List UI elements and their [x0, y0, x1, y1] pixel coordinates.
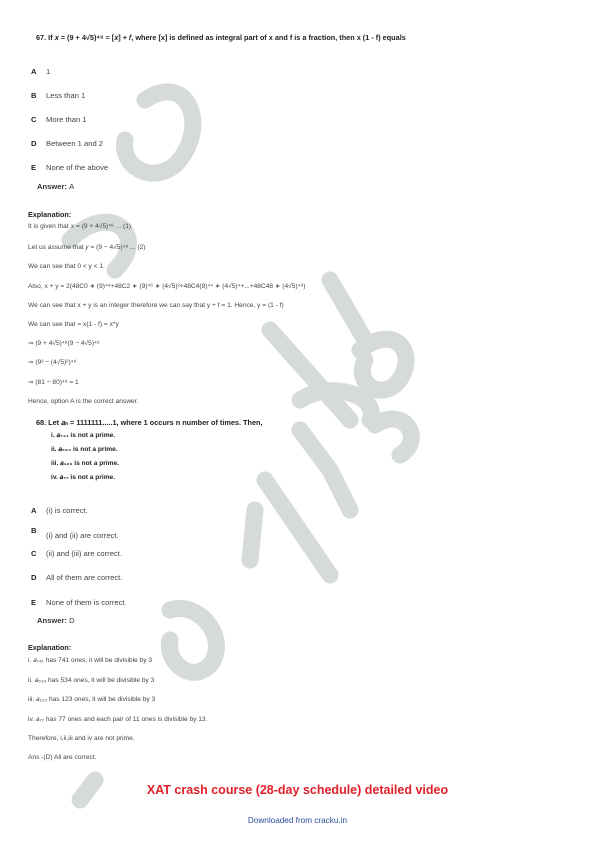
q68-explanation-line: Therefore, i,ii,iii and iv are not prime.: [28, 735, 135, 742]
q67-option-d[interactable]: Between 1 and 2: [46, 139, 103, 148]
q67-option-c-letter: C: [31, 115, 37, 124]
q67-option-a[interactable]: 1: [46, 67, 51, 76]
q68-option-e-letter: E: [31, 598, 37, 607]
q67-option-b[interactable]: Less than 1: [46, 91, 86, 100]
q68-option-a-letter: A: [31, 506, 37, 515]
footer-download-link[interactable]: Downloaded from cracku.in: [247, 816, 348, 825]
q67-answer-label: Answer:: [37, 182, 67, 191]
q68-question: 68. Let 𝑎ₙ = 1111111.....1, where 1 occurs n number of times. Then,: [36, 418, 263, 427]
q68-statement: iii. 𝑎₁₂₃ is not a prime.: [51, 460, 119, 467]
q67-explanation-line: Hence, option A is the correct answer.: [28, 398, 139, 405]
q67-explanation-line: We can see that x + y is an integer therefore we can say that y + f = 1. Hence, y = (1 - f): [28, 302, 284, 309]
q68-explanation-line: Ans -(D) All are correct.: [28, 754, 97, 761]
q68-explanation-line: ii. 𝑎₅₃₄ has 534 ones, it will be divisible by 3: [28, 677, 155, 684]
q68-statement: i. 𝑎₇₄₁ is not a prime.: [51, 432, 116, 439]
q67-answer-value: A: [69, 182, 75, 191]
q68-statement: iv. 𝑎₇₇ is not a prime.: [51, 474, 116, 481]
q67-explanation-line: It is given that 𝑥 = (9 + 4√5)⁴⁸ ... (1): [28, 223, 132, 230]
q68-option-b[interactable]: (i) and (ii) are correct.: [46, 531, 119, 540]
q67-explanation-line: ⇒ (9² − (4√5)²)⁴⁸: [28, 359, 77, 366]
q67-explanation-line: We can see that = x(1 - f) = x*y: [28, 321, 119, 328]
q68-explanation-line: iii. 𝑎₁₂₃ has 123 ones, it will be divisible by 3: [28, 696, 156, 703]
q67-option-c[interactable]: More than 1: [46, 115, 87, 124]
q67-explanation-line: ⇒ (9 + 4√5)⁴⁸(9 − 4√5)⁴⁸: [28, 340, 100, 347]
q68-option-b-letter: B: [31, 526, 37, 535]
q68-option-c-letter: C: [31, 549, 37, 558]
q68-explanation-line: iv. 𝑎₇₇ has 77 ones and each pair of 11 ones is divisible by 13.: [28, 716, 208, 723]
q68-option-e[interactable]: None of them is correct.: [46, 598, 127, 607]
q67-option-e[interactable]: None of the above: [46, 163, 109, 172]
q67-question: 67. If 𝑥 = (9 + 4√5)⁴⁸ = [𝑥] + 𝑓, where [x] is defined as integral part of x and f is a fraction, then x (1 - f) equals: [36, 33, 406, 42]
q68-statement: ii. 𝑎₅₃₄ is not a prime.: [51, 446, 118, 453]
q68-option-a[interactable]: (i) is correct.: [46, 506, 88, 515]
q68-answer-value: D: [69, 616, 75, 625]
q67-answer: [37, 182, 74, 191]
q68-explanation-title: Explanation:: [28, 643, 72, 652]
q67-option-d-letter: D: [31, 139, 37, 148]
promo-video-link[interactable]: XAT crash course (28-day schedule) detailed video: [146, 783, 449, 797]
q67-explanation-line: Let us assume that 𝑦 = (9 − 4√5)⁴⁸ ... (2): [28, 244, 146, 251]
q67-option-a-letter: A: [31, 67, 37, 76]
q68-explanation-line: i. 𝑎₇₄₁ has 741 ones, it will be divisible by 3: [28, 657, 153, 664]
q67-option-b-letter: B: [31, 91, 37, 100]
q67-explanation-line: Also, x + y = 2(48C0 ∗ (9)⁴⁸+48C2 ∗ (9)⁴⁶ ∗ (4√5)²+48C4(9)⁴⁴ ∗ (4√5)⁴+...+48C48 ∗ (4√5)⁴⁸): [28, 283, 306, 290]
q68-option-d[interactable]: All of them are correct.: [46, 573, 123, 582]
q68-option-d-letter: D: [31, 573, 37, 582]
q67-option-e-letter: E: [31, 163, 37, 172]
q67-explanation-line: We can see that 0 < y < 1.: [28, 263, 105, 270]
q68-answer-label: Answer:: [37, 616, 67, 625]
q68-option-c[interactable]: (ii) and (iii) are correct.: [46, 549, 122, 558]
q67-explanation-line: ⇒ (81 − 80)⁴⁸ = 1: [28, 379, 79, 386]
q67-explanation-title: Explanation:: [28, 210, 72, 219]
q68-answer: [37, 616, 75, 625]
